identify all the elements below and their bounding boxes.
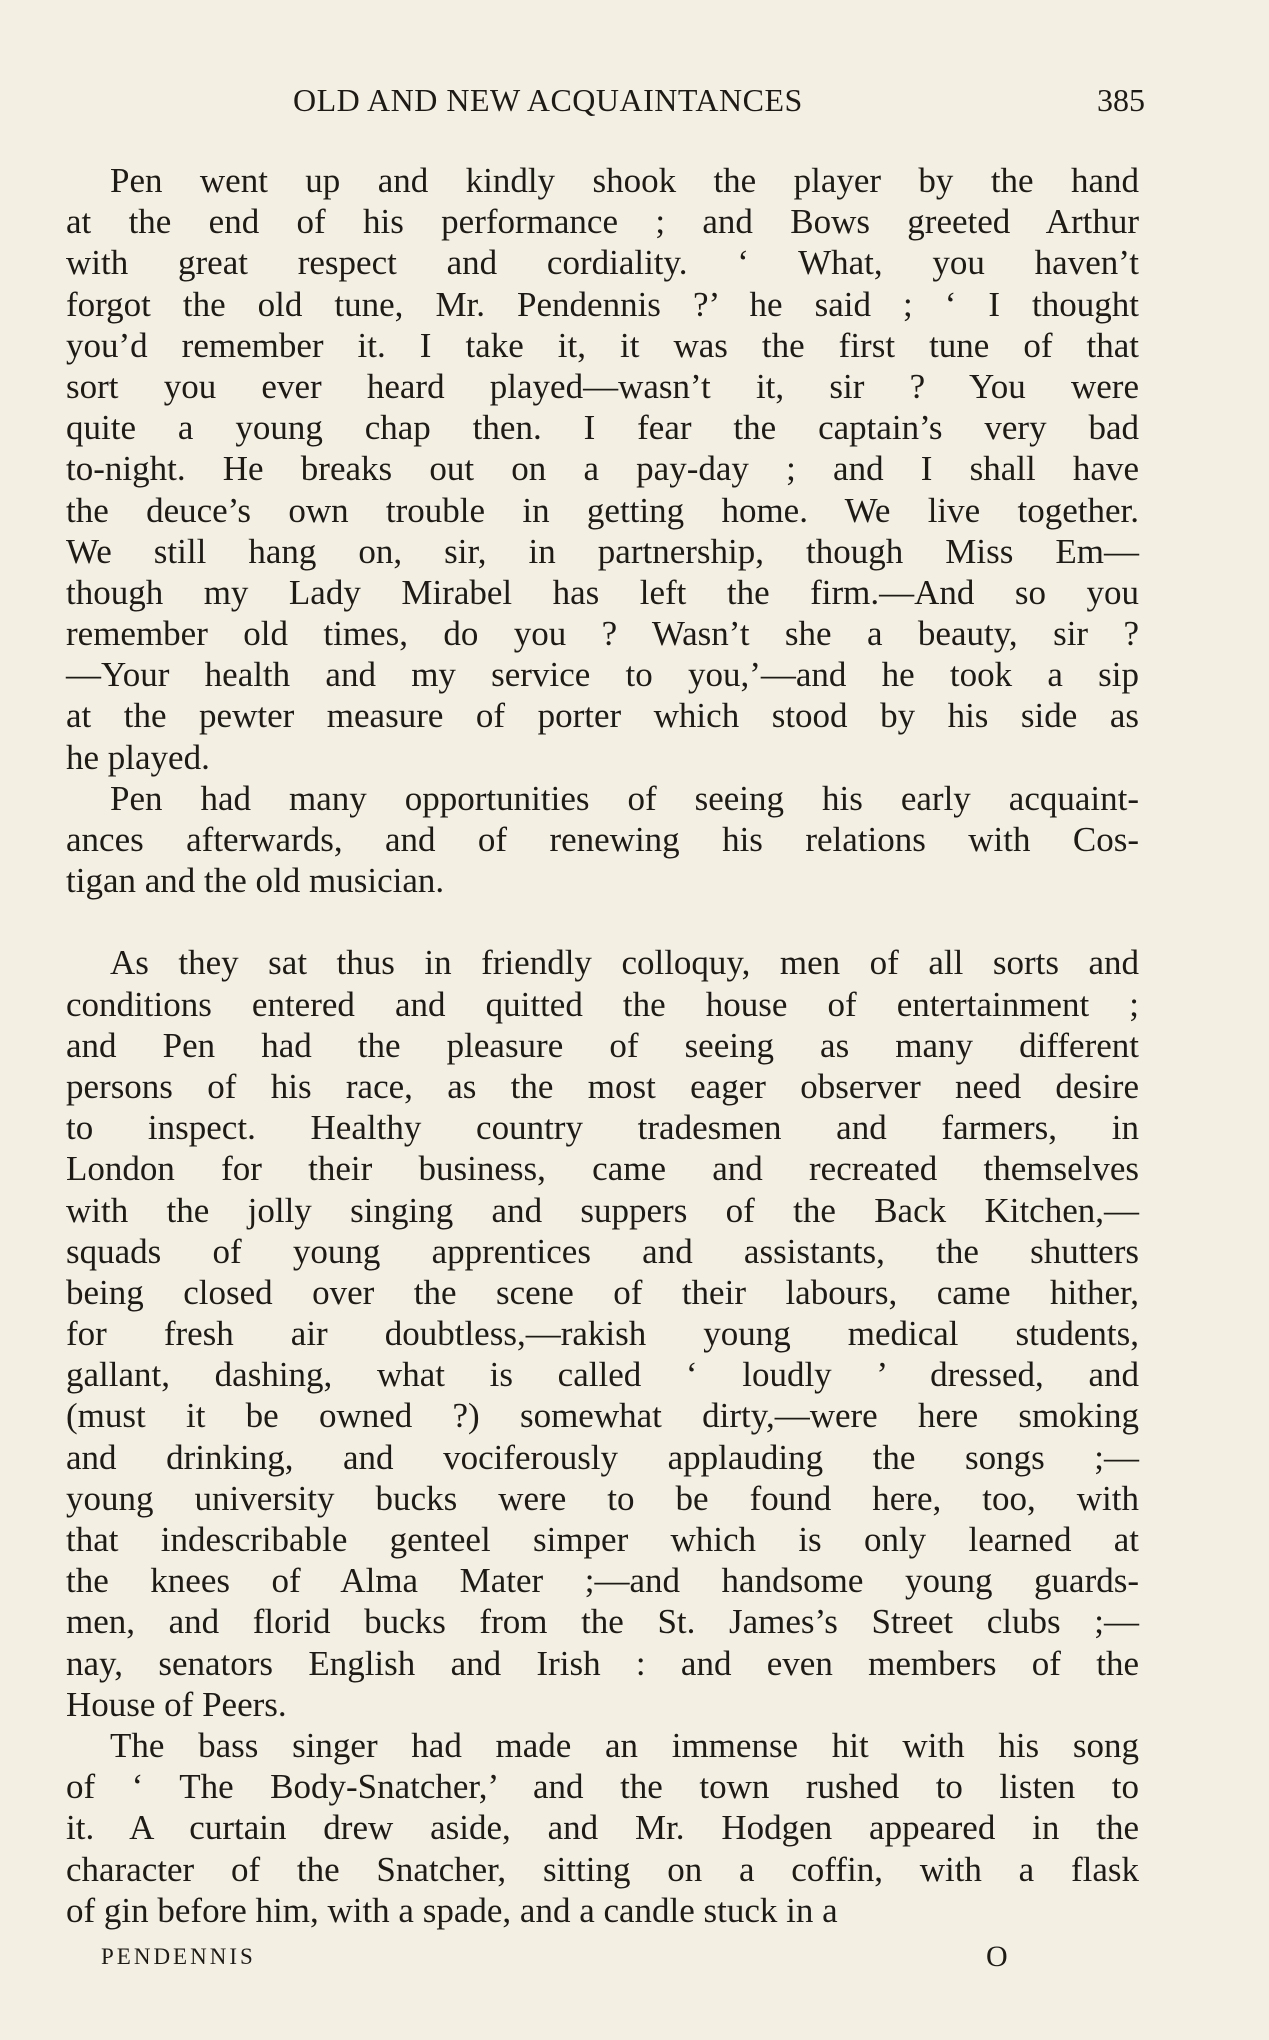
text-line: to inspect. Healthy country tradesmen and farmers, in (66, 1108, 1139, 1148)
text-line: young university bucks were to be found here, too, with (66, 1478, 1139, 1518)
text-line: sort you ever heard played—wasn’t it, sir ? You were (66, 366, 1139, 406)
text-line: and Pen had the pleasure of seeing as many different (66, 1025, 1139, 1065)
page-body (66, 160, 1139, 1931)
text-line: House of Peers. (66, 1684, 287, 1724)
text-line: for fresh air doubtless,—rakish young medical students, (66, 1314, 1139, 1354)
text-line: squads of young apprentices and assistants, the shutters (66, 1231, 1139, 1271)
text-line: nay, senators English and Irish : and even members of the (66, 1643, 1139, 1683)
text-line: Pen went up and kindly shook the player by the hand (110, 161, 1139, 200)
paragraph (66, 942, 1139, 1725)
text-line: quite a young chap then. I fear the captain’s very bad (66, 408, 1139, 448)
page-number: 385 (1097, 82, 1145, 118)
page-header (0, 82, 1269, 126)
text-line: We still hang on, sir, in partnership, though Miss Em— (66, 531, 1139, 571)
text-line: conditions entered and quitted the house of entertainment ; (66, 984, 1139, 1024)
text-line: persons of his race, as the most eager observer need desire (66, 1066, 1139, 1106)
text-line: London for their business, came and recreated themselves (66, 1149, 1139, 1189)
text-line: the knees of Alma Mater ;—and handsome young guards- (66, 1561, 1139, 1601)
text-line: remember old times, do you ? Wasn’t she a beauty, sir ? (66, 614, 1139, 654)
text-line: with the jolly singing and suppers of the Back Kitchen,— (66, 1190, 1139, 1230)
text-line: he played. (66, 737, 210, 777)
text-line: though my Lady Mirabel has left the firm.—And so you (66, 572, 1139, 612)
text-line: gallant, dashing, what is called ‘ loudly ’ dressed, and (66, 1355, 1139, 1395)
text-line: As they sat thus in friendly colloquy, men of all sorts and (110, 943, 1139, 983)
section-gap (66, 901, 1139, 942)
text-line: The bass singer had made an immense hit with his song (110, 1725, 1139, 1765)
text-line: you’d remember it. I take it, it was the first tune of that (66, 325, 1139, 365)
text-line: to-night. He breaks out on a pay-day ; and I shall have (66, 449, 1139, 489)
page-footer (0, 1940, 1269, 1978)
text-line: Pen had many opportunities of seeing his early acquaint- (110, 778, 1139, 818)
text-line: character of the Snatcher, sitting on a coffin, with a flask (66, 1849, 1139, 1889)
text-line: men, and florid bucks from the St. James’s Street clubs ;— (66, 1602, 1139, 1642)
paragraph (66, 160, 1139, 778)
text-line: at the pewter measure of porter which stood by his side as (66, 696, 1139, 736)
text-line: of gin before him, with a spade, and a candle stuck in a (66, 1890, 838, 1930)
text-line: it. A curtain drew aside, and Mr. Hodgen appeared in the (66, 1808, 1139, 1848)
running-title: OLD AND NEW ACQUAINTANCES (293, 82, 803, 118)
signature-line: PENDENNIS (101, 1944, 256, 1969)
text-line: —Your health and my service to you,’—and he took a sip (66, 655, 1139, 695)
text-line: with great respect and cordiality. ‘ What, you haven’t (66, 243, 1139, 283)
text-line: the deuce’s own trouble in getting home. We live together. (66, 490, 1139, 530)
paragraph (66, 778, 1139, 902)
text-line: being closed over the scene of their labours, came hither, (66, 1272, 1139, 1312)
text-line: (must it be owned ?) somewhat dirty,—were here smoking (66, 1396, 1139, 1436)
paragraph (66, 1725, 1139, 1931)
text-line: forgot the old tune, Mr. Pendennis ?’ he said ; ‘ I thought (66, 284, 1139, 324)
signature-mark: O (986, 1940, 1008, 1973)
text-line: tigan and the old musician. (66, 861, 445, 901)
text-line: that indescribable genteel simper which is only learned at (66, 1520, 1139, 1559)
text-line: and drinking, and vociferously applauding the songs ;— (66, 1437, 1139, 1477)
text-line: at the end of his performance ; and Bows greeted Arthur (66, 202, 1139, 242)
text-line: of ‘ The Body-Snatcher,’ and the town rushed to listen to (66, 1767, 1139, 1807)
text-line: ances afterwards, and of renewing his relations with Cos- (66, 820, 1139, 859)
